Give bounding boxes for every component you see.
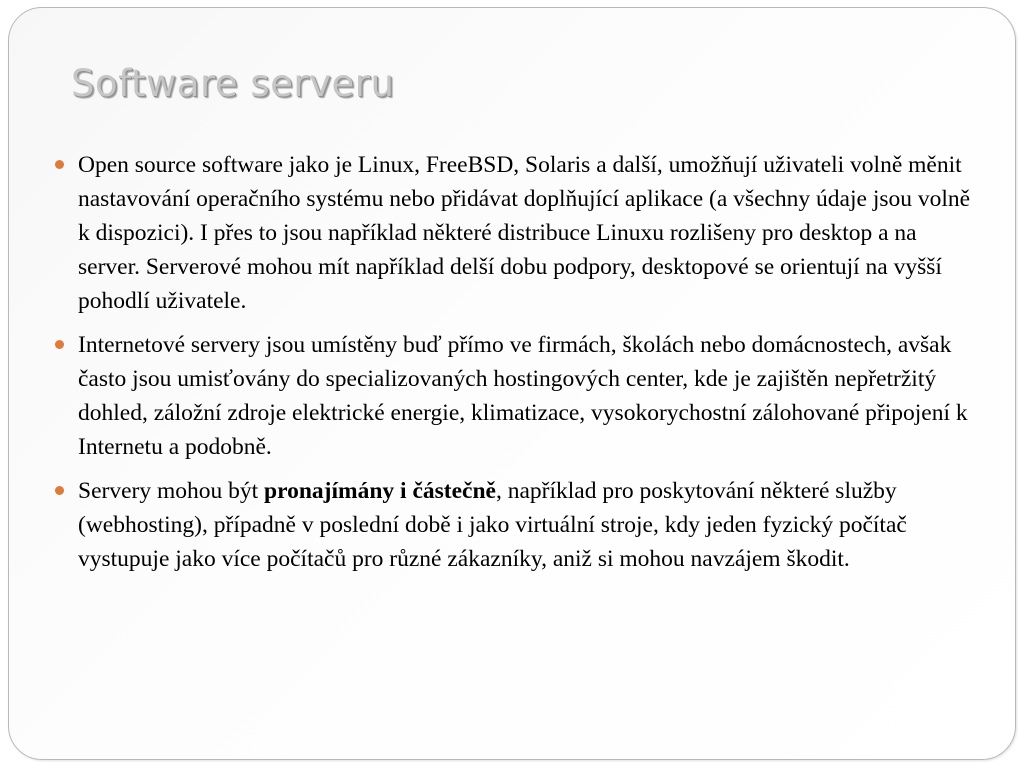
bullet-dot-icon bbox=[55, 486, 64, 495]
slide-title: Software serveru bbox=[71, 62, 395, 105]
bullet-text-before: Servery mohou být bbox=[78, 478, 265, 504]
bullet-dot-icon bbox=[55, 160, 64, 169]
bullet-item bbox=[52, 328, 972, 464]
bullet-dot-icon bbox=[55, 340, 64, 349]
bullet-item bbox=[52, 148, 972, 318]
bullet-text: Internetové servery jsou umístěny buď přímo ve firmách, školách nebo domácnostech, avšak často jsou umisťovány do specializovaných hostingových center, kde je zajištěn nepřetržitý dohled, záložní zdroje elektrické energie, klimatizace, vysokorychostní zálohované připojení k Internetu a podobně. bbox=[78, 332, 968, 460]
bullet-item bbox=[52, 474, 972, 576]
bullet-text-after: , například pro poskytování některé služby (webhosting), případně v poslední době i jako virtuální stroje, kdy jeden fyzický počítač vystupuje jako více počítačů pro různé zákazníky, aniž si mohou navzájem škodit. bbox=[78, 478, 907, 572]
bullet-text-bold: pronajímány i částečně bbox=[264, 478, 496, 504]
bullet-list bbox=[52, 148, 972, 586]
bullet-text: Open source software jako je Linux, FreeBSD, Solaris a další, umožňují uživateli volně měnit nastavování operačního systému nebo přidávat doplňující aplikace (a všechny údaje jsou volně k dispozici). I přes to jsou například některé distribuce Linuxu rozlišeny pro desktop a na server. Serverové mohou mít například delší dobu podpory, desktopové se orientují na vyšší pohodlí uživatele. bbox=[78, 152, 971, 314]
